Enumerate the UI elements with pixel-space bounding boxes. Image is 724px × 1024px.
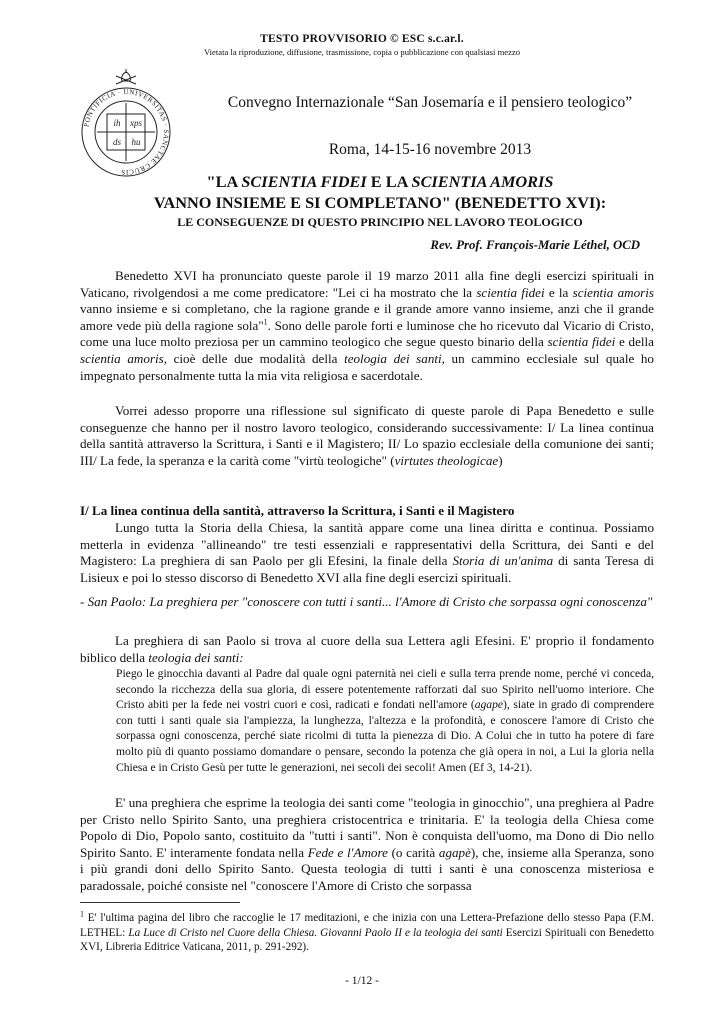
title-scientia-fidei: SCIENTIA FIDEI — [241, 172, 367, 191]
paper-title-line-1 — [80, 172, 680, 191]
p1-italic-1: scientia fidei — [476, 284, 545, 300]
seal-quadrant-4: hu — [131, 137, 141, 147]
paragraph-4 — [80, 633, 654, 666]
author-line: Rev. Prof. François-Marie Léthel, OCD — [430, 238, 640, 252]
footnote-text-a: E' l'ultima pagina del libro che raccoglie le 17 meditazioni, e che inizia con una Lettera-Prefazione dello stesso Papa (F.M. LETHEL: — [80, 912, 654, 939]
paragraph-5 — [80, 795, 654, 895]
university-seal-icon — [78, 68, 174, 180]
p1-text-a: Benedetto XVI ha pronunciato queste parole il 19 marzo 2011 alla fine degli esercizi spirituali in Vaticano, rivolgendosi a me come predicatore: "Lei ci ha mostrato che la — [80, 268, 654, 300]
footnote-1 — [80, 911, 654, 955]
conference-title: Convegno Internazionale “San Josemaría e il pensiero teologico” — [227, 94, 633, 111]
p1-italic-4: scientia amoris — [80, 350, 164, 366]
p1-text-c: vanno insieme e si completano, che la ragione grande e il grande amore vanno insieme, anzi che il grande amore vede più della ragione sola" — [80, 301, 654, 333]
title-e-la: E LA — [366, 172, 412, 191]
conference-place-date: Roma, 14-15-16 novembre 2013 — [328, 141, 532, 158]
p4-italic-1: teologia dei santi: — [148, 649, 244, 665]
footnote-italic-1: La Luce di Cristo nel Cuore della Chiesa. Giovanni Paolo II e la teologia dei santi — [128, 926, 503, 939]
p1-text-g: un cammino ecclesiale sul quale ho impegnato personalmente tutta la mia vita religiosa e sacerdotale. — [80, 350, 654, 383]
paragraph-1 — [80, 268, 654, 384]
p5-italic-2: agapè — [438, 844, 471, 860]
p5-text-c: ), che, insieme alla Speranza, sono i più grandi doni dello Spirito Santo. Questa teologia di tutti i santi è una conoscenza misteriosa e paradossale, poiché consiste nel "conoscere l'Amore di Cristo che sorpassa — [80, 844, 654, 893]
seal-quadrant-2: xps — [130, 118, 142, 128]
footnote-number: 1 — [80, 909, 84, 919]
p2-text-a: Vorrei adesso proporre una riflessione sul significato di queste parole di Papa Benedetto e sulle conseguenze che hanno per il nostro lavoro teologico, considerando successivamente: I/ La linea continua della santità attraverso la Scrittura, i Santi e il Magistero; II/ Lo spazio ecclesiale della comunione dei santi; III/ La fede, la speranza e la carità come "virtù teologiche" ( — [80, 403, 654, 468]
quote-text-a: Piego le ginocchia davanti al Padre dal quale ogni paternità nei cieli e sulla terra prende nome, perché vi conceda, secondo la ricchezza della sua gloria, di essere potentemente rafforzati dal suo Spirito nell'uomo interiore. Che Cristo abiti per la fede nei vostri cuori e così, radicati e fondati nell'amore ( — [116, 667, 654, 712]
block-quote-ephesians — [116, 666, 654, 775]
footnote-separator — [80, 902, 240, 903]
p5-italic-1: Fede e l'Amore — [307, 844, 388, 860]
subsection-heading: - San Paolo: La preghiera per "conoscere con tutti i santi... l'Amore di Cristo che sorpassa ogni conoscenza" — [80, 594, 653, 609]
p5-text-a: E' una preghiera che esprime la teologia dei santi come "teologia in ginocchio", una preghiera al Padre per Cristo nello Spirito Santo, una preghiera cristocentrica e trinitaria. E' la teologia della Chiesa come Popolo di Dio, Popolo santo, costituito da "tutti i santi". Non è conquista dell'uomo, ma Dono di Dio nello Spirito Santo. E' interamente fondata nella — [80, 795, 654, 860]
p2-italic-1: virtutes theologicae — [394, 452, 499, 468]
footnote-ref-1[interactable]: 1 — [263, 317, 268, 327]
seal-graphic — [78, 68, 174, 180]
footnote-text-b: Esercizi Spirituali con Benedetto XVI, Libreria Editrice Vaticana, 2011, p. 291-292). — [80, 926, 654, 954]
paragraph-3 — [80, 520, 654, 586]
p1-text-f: , cioè delle due modalità della — [163, 350, 345, 366]
section-heading-1: I/ La linea continua della santità, attraverso la Scrittura, i Santi e il Magistero — [80, 503, 515, 518]
p1-italic-3: scientia fidei — [547, 334, 616, 350]
quote-italic-1: agape — [474, 698, 504, 712]
paper-title-line-2: VANNO INSIEME E SI COMPLETANO" (BENEDETTO XVI): — [153, 193, 607, 212]
p3-italic-1: Storia di un'anima — [452, 553, 554, 569]
copyright-notice: Vietata la riproduzione, diffusione, trasmissione, copia o pubblicazione con qualsiasi mezzo — [203, 47, 520, 57]
p3-text-b: di santa Teresa di Lisieux e poi lo stesso discorso di Benedetto XVI alla fine degli esercizi spirituali. — [80, 553, 655, 585]
p1-italic-2: scientia amoris — [572, 284, 654, 300]
p5-text-b: (o carità — [387, 844, 439, 860]
quote-text-b: ), siate in grado di comprendere con tutti i santi quale sia l'ampiezza, la lunghezza, l'altezza e la profondità, e conoscere l'amore di Cristo che sorpassa ogni conoscenza, perché siate ricolmi di tutta la pienezza di Dio. A Colui che in tutto ha potere di fare molto più di quanto possiamo domandare o pensare, secondo la potenza che già opera in noi, a Lui la gloria nella Chiesa e in Cristo Gesù per tutte le generazioni, nei secoli dei secoli! Amen (Ef 3, 14-21). — [116, 698, 654, 774]
paper-subtitle: LE CONSEGUENZE DI QUESTO PRINCIPIO NEL LAVORO TEOLOGICO — [177, 215, 583, 229]
p2-text-b: ) — [498, 452, 503, 468]
provisional-header: TESTO PROVVISORIO © ESC s.c.ar.l. — [260, 33, 464, 45]
seal-quadrant-1: ih — [113, 118, 121, 128]
p4-text-a: La preghiera di san Paolo si trova al cuore della sua Lettera agli Efesini. E' proprio il fondamento biblico della — [80, 633, 654, 665]
title-quote-open: "LA — [206, 172, 242, 191]
p1-italic-5: teologia dei santi, — [344, 350, 445, 366]
p3-text-a: Lungo tutta la Storia della Chiesa, la santità appare come una linea diritta e continua. Possiamo metterla in evidenza "allineando" tre testi essenziali e rappresentativi della Scrittura, dei Santi e del Magistero: La preghiera di san Paolo per gli Efesini, la finale della — [80, 520, 654, 569]
seal-quadrant-3: ds — [112, 137, 122, 147]
paragraph-2 — [80, 403, 654, 469]
p1-text-b: e la — [544, 284, 573, 300]
title-scientia-amoris: SCIENTIA AMORIS — [411, 172, 554, 191]
p1-text-e: e della — [615, 334, 654, 350]
p1-text-d: . Sono delle parole forti e luminose che ho ricevuto dal Vicario di Cristo, come una luce molto preziosa per un cammino teologico che segue questo binario della — [80, 317, 654, 350]
seal-ring-text: PONTIFICIA · UNIVERSITAS · SANCTAE CRUCIS — [82, 87, 171, 177]
page-number: - 1/12 - — [345, 975, 379, 987]
